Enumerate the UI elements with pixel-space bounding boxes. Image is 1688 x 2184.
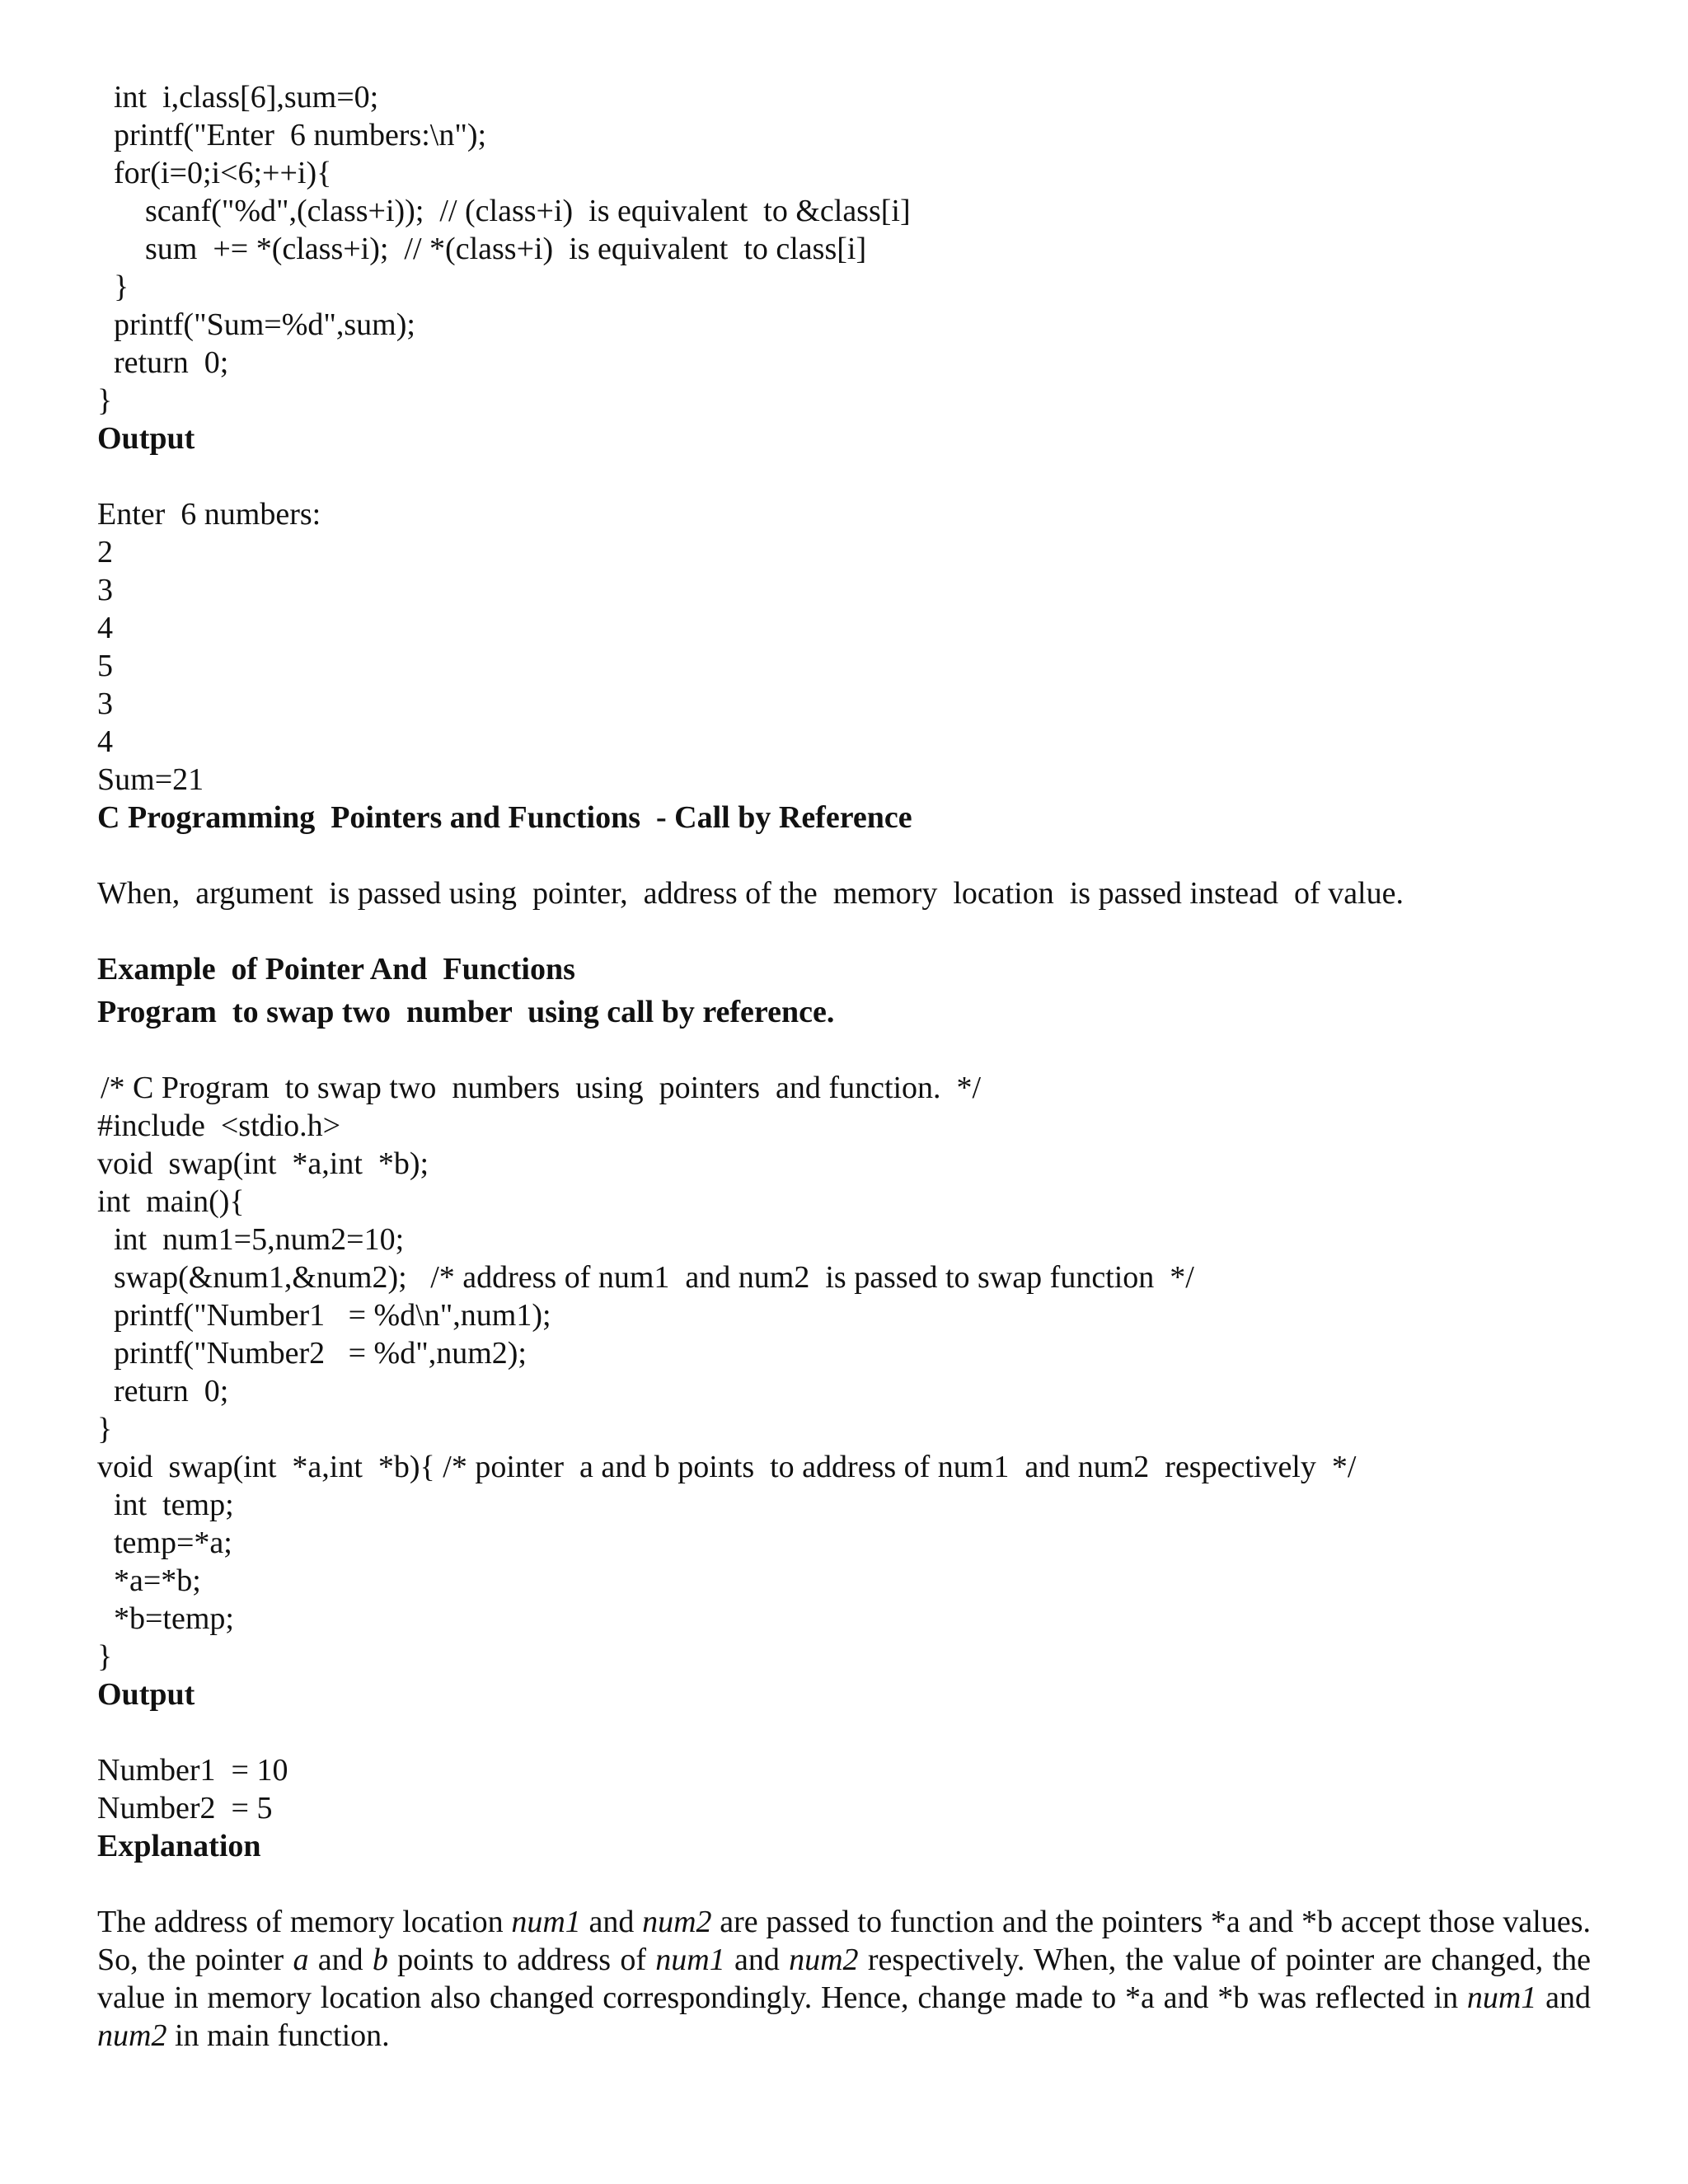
code-line: int temp; [114,1488,234,1522]
explanation-text: and [1536,1980,1591,2015]
code-line: *a=*b; [114,1563,201,1598]
code-line: int num1=5,num2=10; [114,1222,405,1257]
spacer [97,837,1591,874]
output-block-sum [97,495,1591,799]
variable-name: num1 [1466,1980,1537,2015]
output-line: 3 [97,573,113,607]
code-line: #include <stdio.h> [97,1108,341,1143]
code-line: void swap(int *a,int *b); [97,1146,429,1181]
code-line: int main(){ [97,1184,245,1219]
spacer [97,1713,1591,1751]
output-line: Sum=21 [97,762,204,797]
output-line: Number2 = 5 [97,1791,273,1825]
code-line: printf("Enter 6 numbers:\n"); [114,118,487,152]
spacer [97,1865,1591,1903]
code-line: } [97,383,113,418]
explanation-heading: Explanation [97,1829,261,1863]
code-line: sum += *(class+i); // *(class+i) is equivalent to class[i] [145,232,867,266]
code-line: int i,class[6],sum=0; [114,80,379,115]
section-heading: C Programming Pointers and Functions - Call by Reference [97,800,912,835]
document-page [97,78,1591,2055]
explanation-text: are passed to function and the pointers *a and *b accept those values. So, the pointer [97,1905,1591,1977]
code-line: printf("Sum=%d",sum); [114,307,415,342]
output-block-swap [97,1751,1591,1827]
variable-name: b [372,1943,388,1977]
code-block-swap [97,1069,1591,1675]
spacer [97,912,1591,950]
code-line: return 0; [114,1374,229,1408]
explanation-text: respectively. When, the value of pointer are changed, the value in memory location also changed correspondingly. Hence, change made to *a and *b was reflected in [97,1943,1591,2015]
spacer [97,1031,1591,1069]
code-line: *b=temp; [114,1601,234,1636]
explanation-text: The address of memory location [97,1905,512,1939]
explanation-text: in main function. [166,2018,390,2053]
code-line: temp=*a; [114,1526,232,1560]
code-line: return 0; [114,345,229,380]
code-line: } [97,1639,113,1674]
variable-name: num2 [642,1905,712,1939]
output-heading: Output [97,1677,195,1712]
output-line: Number1 = 10 [97,1753,288,1788]
output-line: 4 [97,724,113,759]
code-line: void swap(int *a,int *b){ /* pointer a and b points to address of num1 and num2 respectively */ [97,1450,1357,1484]
explanation-text: and [580,1905,643,1939]
output-line: 2 [97,535,113,569]
code-line: /* C Program to swap two numbers using pointers and function. */ [101,1071,982,1105]
explanation-text: and [724,1943,790,1977]
code-line: for(i=0;i<6;++i){ [114,156,332,190]
output-line: Enter 6 numbers: [97,497,321,532]
variable-name: num1 [511,1905,581,1939]
code-line: } [97,1412,113,1446]
code-line: swap(&num1,&num2); /* address of num1 and num2 is passed to swap function */ [114,1260,1194,1295]
explanation-text: and [308,1943,373,1977]
code-block-sum [97,78,1591,419]
variable-name: num1 [655,1943,725,1977]
section-paragraph: When, argument is passed using pointer, address of the memory location is passed instead of value. [97,876,1404,911]
program-heading: Program to swap two number using call by reference. [97,995,835,1029]
explanation-paragraph [97,1903,1591,2055]
code-line: printf("Number1 = %d\n",num1); [114,1298,551,1333]
output-line: 4 [97,611,113,645]
variable-name: num2 [789,1943,859,1977]
spacer [97,457,1591,495]
variable-name: num2 [97,2018,167,2053]
output-heading: Output [97,421,195,456]
code-line: } [114,269,129,304]
explanation-text: points to address of [387,1943,656,1977]
code-line: printf("Number2 = %d",num2); [114,1336,527,1371]
output-line: 5 [97,649,113,683]
variable-name: a [293,1943,309,1977]
example-heading: Example of Pointer And Functions [97,952,575,987]
code-line: scanf("%d",(class+i)); // (class+i) is equivalent to &class[i] [145,194,911,228]
output-line: 3 [97,687,113,721]
